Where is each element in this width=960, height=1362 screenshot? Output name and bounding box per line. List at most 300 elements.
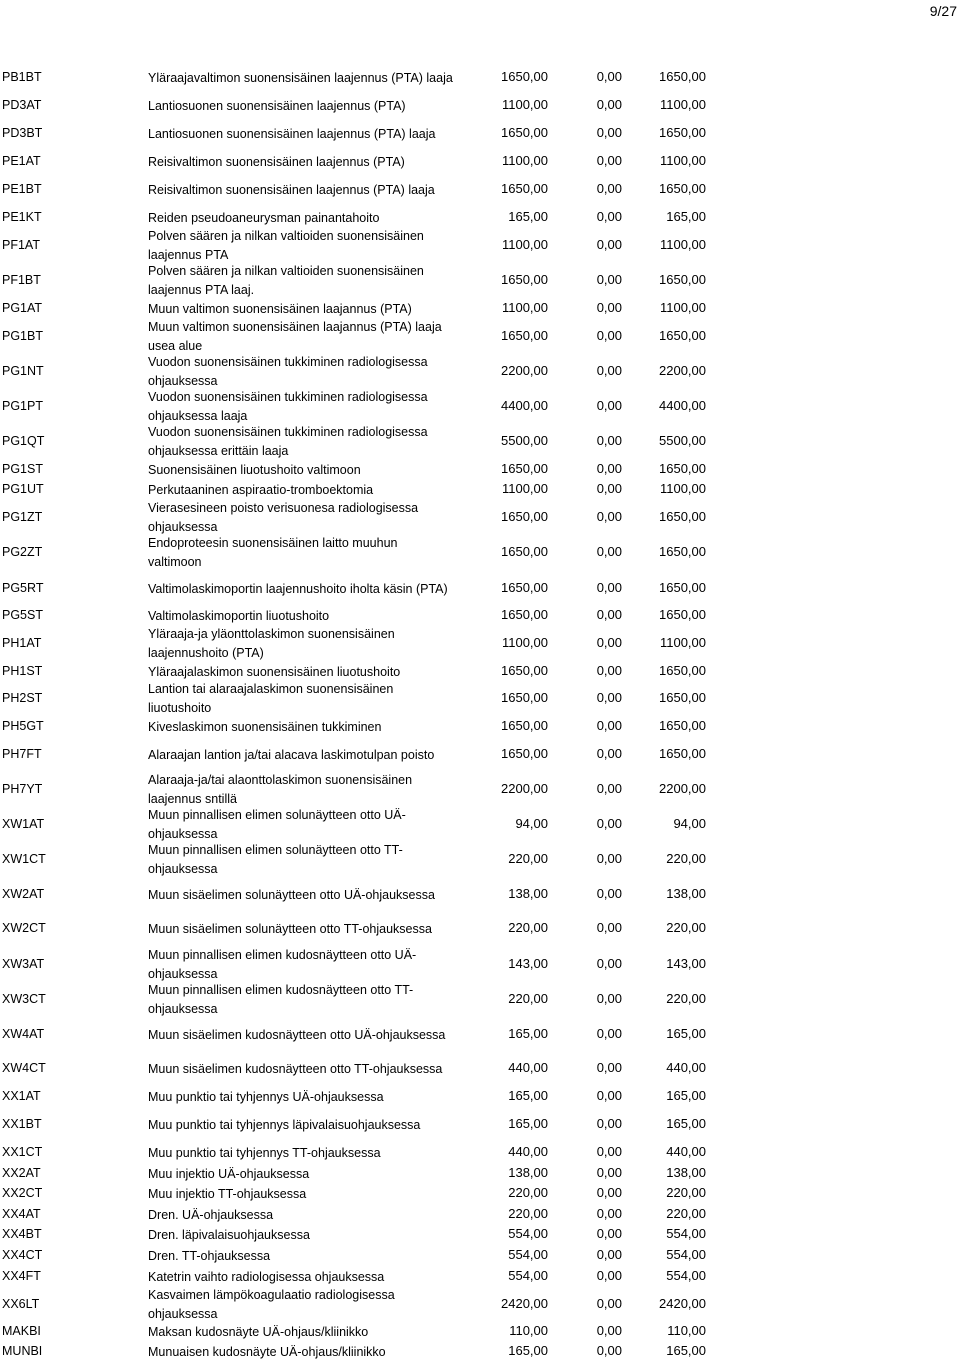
- total-value: 110,00: [667, 1323, 706, 1338]
- procedure-description: [148, 981, 478, 1019]
- procedure-code: XX4AT: [2, 1207, 41, 1221]
- description-line: Muun pinnallisen elimen solunäytteen otto UÄ-: [148, 808, 406, 822]
- procedure-description: Dren. TT-ohjauksessa: [148, 1249, 271, 1263]
- procedure-description: [148, 534, 478, 572]
- total-value: 1100,00: [659, 237, 706, 252]
- total-value: 5500,00: [659, 433, 706, 448]
- procedure-description: Muu punktio tai tyhjennys läpivalaisuohjauksessa: [148, 1118, 421, 1132]
- table-row: [0, 1184, 960, 1204]
- table-row: [0, 773, 960, 806]
- procedure-description: Dren. UÄ-ohjauksessa: [148, 1208, 274, 1222]
- procedure-description: Alaraajan lantion ja/tai alacava laskimotulpan poisto: [148, 748, 435, 762]
- procedure-code: XX2AT: [2, 1166, 41, 1180]
- table-row: [0, 1143, 960, 1163]
- table-row: [0, 208, 960, 228]
- procedure-description: Muu injektio UÄ-ohjauksessa: [148, 1167, 310, 1181]
- total-value: 1650,00: [659, 272, 706, 287]
- price-value: 4400,00: [501, 398, 548, 413]
- procedure-description: [148, 771, 478, 809]
- procedure-code: XW3CT: [2, 992, 46, 1006]
- description-line: ohjauksessa laaja: [148, 409, 248, 423]
- procedure-code: XX1AT: [2, 1089, 41, 1103]
- discount-value: 0,00: [596, 851, 622, 866]
- procedure-description: Valtimolaskimoportin laajennushoito iholta käsin (PTA): [148, 582, 448, 596]
- description-line: Muun pinnallisen elimen kudosnäytteen otto TT-: [148, 983, 414, 997]
- total-value: 143,00: [666, 956, 706, 971]
- price-value: 110,00: [509, 1323, 548, 1338]
- table-row: [0, 948, 960, 981]
- discount-value: 0,00: [596, 125, 622, 140]
- procedure-description: Dren. läpivalaisuohjauksessa: [148, 1228, 310, 1242]
- procedure-code: PG1AT: [2, 301, 43, 315]
- price-value: 440,00: [508, 1060, 548, 1075]
- price-value: 554,00: [508, 1247, 548, 1262]
- procedure-description: Muu punktio tai tyhjennys UÄ-ohjauksessa: [148, 1090, 384, 1104]
- discount-value: 0,00: [596, 237, 622, 252]
- table-row: [0, 1288, 960, 1321]
- total-value: 1650,00: [659, 69, 706, 84]
- procedure-code: PG1BT: [2, 329, 43, 343]
- price-value: 165,00: [508, 1026, 548, 1041]
- price-value: 220,00: [508, 991, 548, 1006]
- procedure-code: PF1BT: [2, 273, 41, 287]
- table-row: [0, 355, 960, 388]
- table-row: [0, 152, 960, 172]
- description-line: laajennus PTA: [148, 248, 229, 262]
- procedure-description: Maksan kudosnäyte UÄ-ohjaus/kliinikko: [148, 1325, 369, 1339]
- discount-value: 0,00: [596, 509, 622, 524]
- table-row: [0, 320, 960, 353]
- discount-value: 0,00: [596, 816, 622, 831]
- procedure-code: PF1AT: [2, 238, 40, 252]
- description-line: Polven säären ja nilkan valtioiden suonensisäinen: [148, 264, 424, 278]
- procedure-code: XX4BT: [2, 1227, 42, 1241]
- price-value: 165,00: [508, 209, 548, 224]
- description-line: laajennus sntillä: [148, 792, 237, 806]
- total-value: 165,00: [666, 1343, 706, 1358]
- total-value: 2200,00: [659, 363, 706, 378]
- procedure-description: [148, 625, 478, 663]
- procedure-description: Yläraajavaltimon suonensisäinen laajennus (PTA) laaja: [148, 71, 453, 85]
- description-line: laajennushoito (PTA): [148, 646, 264, 660]
- price-value: 1650,00: [501, 181, 548, 196]
- total-value: 1650,00: [659, 580, 706, 595]
- description-line: ohjauksessa: [148, 1002, 218, 1016]
- procedure-description: Muu punktio tai tyhjennys TT-ohjauksessa: [148, 1146, 381, 1160]
- total-value: 554,00: [666, 1226, 706, 1241]
- table-row: [0, 1267, 960, 1287]
- discount-value: 0,00: [596, 1116, 622, 1131]
- discount-value: 0,00: [596, 1323, 622, 1338]
- discount-value: 0,00: [596, 1206, 622, 1221]
- procedure-code: PG1NT: [2, 364, 44, 378]
- price-value: 1650,00: [501, 509, 548, 524]
- procedure-description: Muun sisäelimen solunäytteen otto UÄ-ohjauksessa: [148, 888, 435, 902]
- discount-value: 0,00: [596, 920, 622, 935]
- procedure-code: MUNBI: [2, 1344, 43, 1358]
- price-value: 1100,00: [501, 97, 548, 112]
- table-row: [0, 579, 960, 599]
- total-value: 138,00: [666, 886, 706, 901]
- table-row: [0, 1115, 960, 1135]
- price-value: 1100,00: [501, 237, 548, 252]
- discount-value: 0,00: [596, 580, 622, 595]
- discount-value: 0,00: [596, 481, 622, 496]
- price-value: 165,00: [508, 1088, 548, 1103]
- price-value: 2200,00: [501, 781, 548, 796]
- procedure-code: PD3AT: [2, 98, 42, 112]
- procedure-description: Munuaisen kudosnäyte UÄ-ohjaus/kliinikko: [148, 1345, 386, 1359]
- procedure-code: PE1KT: [2, 210, 42, 224]
- table-row: [0, 1025, 960, 1045]
- total-value: 220,00: [666, 991, 706, 1006]
- procedure-description: [148, 423, 478, 461]
- description-line: Lantion tai alaraajalaskimon suonensisäinen: [148, 682, 394, 696]
- discount-value: 0,00: [596, 1144, 622, 1159]
- total-value: 165,00: [666, 1116, 706, 1131]
- table-row: [0, 480, 960, 500]
- procedure-description: Yläraajalaskimon suonensisäinen liuotushoito: [148, 665, 401, 679]
- procedure-code: PG1ST: [2, 462, 43, 476]
- procedure-description: Katetrin vaihto radiologisessa ohjauksessa: [148, 1270, 385, 1284]
- price-value: 1650,00: [501, 272, 548, 287]
- price-value: 1100,00: [501, 481, 548, 496]
- discount-value: 0,00: [596, 886, 622, 901]
- discount-value: 0,00: [596, 690, 622, 705]
- table-row: [0, 501, 960, 534]
- table-row: [0, 264, 960, 297]
- price-value: 554,00: [508, 1226, 548, 1241]
- price-value: 1650,00: [501, 690, 548, 705]
- price-value: 1100,00: [501, 300, 548, 315]
- price-value: 165,00: [508, 1343, 548, 1358]
- price-value: 1100,00: [501, 153, 548, 168]
- description-line: Endoproteesin suonensisäinen laitto muuhun: [148, 536, 398, 550]
- procedure-code: PH5GT: [2, 719, 44, 733]
- price-value: 1650,00: [501, 328, 548, 343]
- procedure-description: [148, 318, 478, 356]
- table-row: [0, 425, 960, 458]
- total-value: 1100,00: [659, 153, 706, 168]
- procedure-code: PG1ZT: [2, 510, 43, 524]
- procedure-code: XX1BT: [2, 1117, 42, 1131]
- price-value: 1100,00: [501, 635, 548, 650]
- procedure-code: PG1PT: [2, 399, 43, 413]
- procedure-description: [148, 388, 478, 426]
- description-line: Vuodon suonensisäinen tukkiminen radiologisessa: [148, 355, 428, 369]
- procedure-code: PH7YT: [2, 782, 43, 796]
- procedure-code: PH1ST: [2, 664, 43, 678]
- price-value: 1650,00: [501, 544, 548, 559]
- total-value: 1650,00: [659, 181, 706, 196]
- description-line: liuotushoito: [148, 701, 212, 715]
- table-row: [0, 1164, 960, 1184]
- procedure-code: PG5ST: [2, 608, 43, 622]
- description-line: Polven säären ja nilkan valtioiden suonensisäinen: [148, 229, 424, 243]
- total-value: 94,00: [673, 816, 706, 831]
- description-line: ohjauksessa: [148, 374, 218, 388]
- procedure-code: PG1QT: [2, 434, 45, 448]
- total-value: 554,00: [666, 1247, 706, 1262]
- procedure-description: [148, 353, 478, 391]
- table-row: [0, 1059, 960, 1079]
- procedure-code: XX1CT: [2, 1145, 43, 1159]
- discount-value: 0,00: [596, 398, 622, 413]
- table-row: [0, 745, 960, 765]
- price-value: 1650,00: [501, 607, 548, 622]
- discount-value: 0,00: [596, 544, 622, 559]
- price-value: 2200,00: [501, 363, 548, 378]
- table-row: [0, 1322, 960, 1342]
- total-value: 1650,00: [659, 663, 706, 678]
- price-value: 220,00: [508, 851, 548, 866]
- total-value: 220,00: [666, 920, 706, 935]
- total-value: 165,00: [666, 209, 706, 224]
- total-value: 1650,00: [659, 746, 706, 761]
- procedure-code: XW2CT: [2, 921, 46, 935]
- procedure-code: MAKBI: [2, 1324, 41, 1338]
- table-row: [0, 299, 960, 319]
- total-value: 1650,00: [659, 718, 706, 733]
- procedure-description: Lantiosuonen suonensisäinen laajennus (PTA) laaja: [148, 127, 436, 141]
- procedure-description: Lantiosuonen suonensisäinen laajennus (PTA): [148, 99, 406, 113]
- discount-value: 0,00: [596, 300, 622, 315]
- discount-value: 0,00: [596, 718, 622, 733]
- table-row: [0, 460, 960, 480]
- discount-value: 0,00: [596, 461, 622, 476]
- discount-value: 0,00: [596, 1060, 622, 1075]
- table-row: [0, 180, 960, 200]
- procedure-description: [148, 262, 478, 300]
- total-value: 1650,00: [659, 328, 706, 343]
- procedure-code: XX4FT: [2, 1269, 41, 1283]
- procedure-code: XW1AT: [2, 817, 45, 831]
- price-value: 138,00: [508, 1165, 548, 1180]
- table-row: [0, 536, 960, 569]
- price-value: 143,00: [508, 956, 548, 971]
- table-row: [0, 682, 960, 715]
- procedure-description: Muun sisäelimen solunäytteen otto TT-ohjauksessa: [148, 922, 432, 936]
- total-value: 165,00: [666, 1026, 706, 1041]
- price-value: 1650,00: [501, 461, 548, 476]
- procedure-description: [148, 227, 478, 265]
- procedure-description: Muun sisäelimen kudosnäytteen otto TT-ohjauksessa: [148, 1062, 443, 1076]
- discount-value: 0,00: [596, 363, 622, 378]
- discount-value: 0,00: [596, 1268, 622, 1283]
- description-line: usea alue: [148, 339, 203, 353]
- total-value: 4400,00: [659, 398, 706, 413]
- table-row: [0, 124, 960, 144]
- description-line: Vuodon suonensisäinen tukkiminen radiologisessa: [148, 390, 428, 404]
- total-value: 1100,00: [659, 97, 706, 112]
- procedure-code: XX4CT: [2, 1248, 43, 1262]
- discount-value: 0,00: [596, 607, 622, 622]
- description-line: Kasvaimen lämpökoagulaatio radiologisessa: [148, 1288, 395, 1302]
- procedure-description: Muun valtimon suonensisäinen laajannus (PTA): [148, 302, 412, 316]
- total-value: 1650,00: [659, 544, 706, 559]
- description-line: Muun pinnallisen elimen solunäytteen otto TT-: [148, 843, 403, 857]
- total-value: 1100,00: [659, 635, 706, 650]
- table-row: [0, 1225, 960, 1245]
- price-value: 1650,00: [501, 580, 548, 595]
- total-value: 1650,00: [659, 461, 706, 476]
- total-value: 1650,00: [659, 690, 706, 705]
- discount-value: 0,00: [596, 956, 622, 971]
- table-row: [0, 662, 960, 682]
- procedure-code: XW4CT: [2, 1061, 46, 1075]
- procedure-description: Reiden pseudoaneurysman painantahoito: [148, 211, 380, 225]
- total-value: 165,00: [666, 1088, 706, 1103]
- total-value: 1650,00: [659, 125, 706, 140]
- total-value: 554,00: [666, 1268, 706, 1283]
- discount-value: 0,00: [596, 97, 622, 112]
- price-value: 1650,00: [501, 125, 548, 140]
- procedure-description: Kiveslaskimon suonensisäinen tukkiminen: [148, 720, 382, 734]
- table-row: [0, 919, 960, 939]
- discount-value: 0,00: [596, 1088, 622, 1103]
- total-value: 220,00: [666, 851, 706, 866]
- procedure-description: [148, 946, 478, 984]
- table-row: [0, 1087, 960, 1107]
- procedure-code: XX6LT: [2, 1297, 40, 1311]
- total-value: 138,00: [666, 1165, 706, 1180]
- price-value: 220,00: [508, 1185, 548, 1200]
- discount-value: 0,00: [596, 153, 622, 168]
- price-value: 220,00: [508, 920, 548, 935]
- discount-value: 0,00: [596, 433, 622, 448]
- discount-value: 0,00: [596, 328, 622, 343]
- description-line: laajennus PTA laaj.: [148, 283, 255, 297]
- total-value: 2420,00: [659, 1296, 706, 1311]
- price-value: 5500,00: [501, 433, 548, 448]
- procedure-code: PH1AT: [2, 636, 42, 650]
- price-value: 220,00: [508, 1206, 548, 1221]
- price-value: 138,00: [508, 886, 548, 901]
- discount-value: 0,00: [596, 209, 622, 224]
- procedure-code: XW4AT: [2, 1027, 45, 1041]
- discount-value: 0,00: [596, 1165, 622, 1180]
- procedure-code: PD3BT: [2, 126, 43, 140]
- total-value: 220,00: [666, 1206, 706, 1221]
- table-row: [0, 229, 960, 262]
- description-line: Muun valtimon suonensisäinen laajannus (PTA) laaja: [148, 320, 442, 334]
- discount-value: 0,00: [596, 635, 622, 650]
- procedure-code: XW3AT: [2, 957, 45, 971]
- discount-value: 0,00: [596, 1026, 622, 1041]
- procedure-code: PE1BT: [2, 182, 42, 196]
- procedure-description: [148, 806, 478, 844]
- price-value: 1650,00: [501, 663, 548, 678]
- procedure-description: [148, 841, 478, 879]
- price-value: 165,00: [508, 1116, 548, 1131]
- table-row: [0, 1342, 960, 1362]
- total-value: 440,00: [666, 1060, 706, 1075]
- procedure-description: Muu injektio TT-ohjauksessa: [148, 1187, 307, 1201]
- page-number: 9/27: [929, 3, 957, 19]
- table-row: [0, 1246, 960, 1266]
- discount-value: 0,00: [596, 781, 622, 796]
- procedure-description: Reisivaltimon suonensisäinen laajennus (PTA) laaja: [148, 183, 435, 197]
- procedure-code: PG1UT: [2, 482, 44, 496]
- description-line: Muun pinnallisen elimen kudosnäytteen otto UÄ-: [148, 948, 417, 962]
- procedure-code: PB1BT: [2, 70, 42, 84]
- table-row: [0, 983, 960, 1016]
- price-value: 440,00: [508, 1144, 548, 1159]
- description-line: ohjauksessa erittäin laaja: [148, 444, 289, 458]
- discount-value: 0,00: [596, 69, 622, 84]
- price-value: 554,00: [508, 1268, 548, 1283]
- description-line: Yläraaja-ja yläonttolaskimon suonensisäinen: [148, 627, 395, 641]
- description-line: ohjauksessa: [148, 1307, 218, 1321]
- description-line: ohjauksessa: [148, 827, 218, 841]
- table-row: [0, 96, 960, 116]
- price-value: 1650,00: [501, 718, 548, 733]
- price-value: 1650,00: [501, 69, 548, 84]
- discount-value: 0,00: [596, 1343, 622, 1358]
- discount-value: 0,00: [596, 181, 622, 196]
- discount-value: 0,00: [596, 1226, 622, 1241]
- discount-value: 0,00: [596, 746, 622, 761]
- total-value: 1650,00: [659, 509, 706, 524]
- procedure-code: XW1CT: [2, 852, 46, 866]
- procedure-description: [148, 680, 478, 718]
- procedure-description: [148, 1286, 478, 1324]
- discount-value: 0,00: [596, 1185, 622, 1200]
- description-line: valtimoon: [148, 555, 202, 569]
- procedure-code: PG5RT: [2, 581, 44, 595]
- procedure-description: Reisivaltimon suonensisäinen laajennus (PTA): [148, 155, 405, 169]
- total-value: 1100,00: [659, 300, 706, 315]
- description-line: ohjauksessa: [148, 520, 218, 534]
- discount-value: 0,00: [596, 1247, 622, 1262]
- description-line: Vuodon suonensisäinen tukkiminen radiologisessa: [148, 425, 428, 439]
- procedure-code: PH2ST: [2, 691, 43, 705]
- description-line: ohjauksessa: [148, 862, 218, 876]
- procedure-description: Muun sisäelimen kudosnäytteen otto UÄ-ohjauksessa: [148, 1028, 446, 1042]
- table-row: [0, 390, 960, 423]
- procedure-code: PG2ZT: [2, 545, 43, 559]
- description-line: ohjauksessa: [148, 967, 218, 981]
- procedure-description: Perkutaaninen aspiraatio-tromboektomia: [148, 483, 374, 497]
- total-value: 220,00: [666, 1185, 706, 1200]
- discount-value: 0,00: [596, 1296, 622, 1311]
- price-value: 2420,00: [501, 1296, 548, 1311]
- procedure-description: Suonensisäinen liuotushoito valtimoon: [148, 463, 361, 477]
- table-row: [0, 808, 960, 841]
- discount-value: 0,00: [596, 991, 622, 1006]
- table-row: [0, 1205, 960, 1225]
- discount-value: 0,00: [596, 272, 622, 287]
- discount-value: 0,00: [596, 663, 622, 678]
- description-line: Alaraaja-ja/tai alaonttolaskimon suonensisäinen: [148, 773, 413, 787]
- procedure-code: PH7FT: [2, 747, 42, 761]
- table-row: [0, 717, 960, 737]
- procedure-description: [148, 499, 478, 537]
- total-value: 1650,00: [659, 607, 706, 622]
- procedure-code: XW2AT: [2, 887, 45, 901]
- table-row: [0, 885, 960, 905]
- procedure-description: Valtimolaskimoportin liuotushoito: [148, 609, 330, 623]
- table-row: [0, 68, 960, 88]
- price-value: 1650,00: [501, 746, 548, 761]
- procedure-code: PE1AT: [2, 154, 41, 168]
- price-value: 94,00: [515, 816, 548, 831]
- table-row: [0, 606, 960, 626]
- total-value: 440,00: [666, 1144, 706, 1159]
- procedure-code: XX2CT: [2, 1186, 43, 1200]
- total-value: 2200,00: [659, 781, 706, 796]
- description-line: Vierasesineen poisto verisuonesa radiologisessa: [148, 501, 419, 515]
